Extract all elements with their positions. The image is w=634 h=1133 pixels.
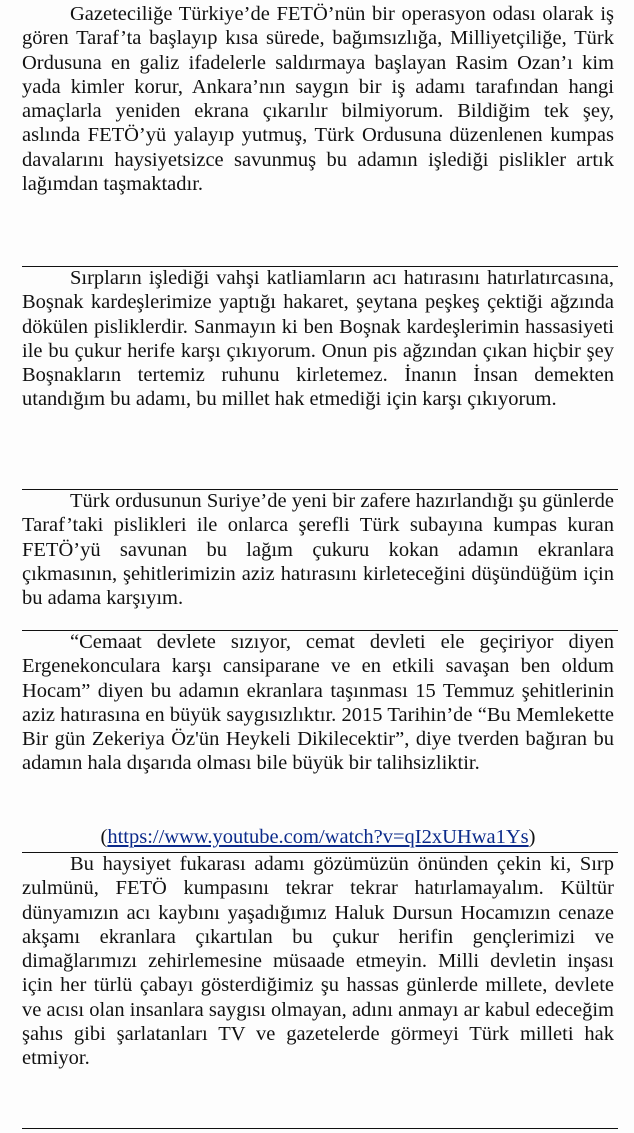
paragraph-haysiyet: Bu haysiyet fukarası adamı gözümüzün önünden çekin ki, Sırp zulmünü, FETÖ kumpasını tekrar tekrar hatırlamayalım. Kültür dünyamızın acı kaybını yaşadığımız Haluk Dursun Hocamızın cenaze akşamı ekranlara çıkartılan bu çukur herifin gençlerimizi ve dimağlarımızı zehirlemesine müsaade etmeyin. Milli devletin inşası için her türlü çabayı gösterdiğimiz şu hassas günlerde millete, devlete ve acısı olan insanlara saygısı olmayan, adını anmayı ar kabul edeceğim şahıs gibi şarlatanları TV ve gazetelerde görmeyi Türk milleti hak etmiyor. (22, 853, 614, 1070)
paragraph-cemaat: “Cemaat devlete sızıyor, cemat devleti ele geçiriyor diyen Ergenekonculara karşı cansiparane ve en etkili savaşan ben oldum Hocam” diyen bu adamın ekranlara taşınması 15 Temmuz şehitlerinin aziz hatırasına en büyük saygısızlıktır. 2015 Tarihin’de “Bu Memlekette Bir gün Zekeriya Öz'ün Heykeli Dikilecektir”, diye tverden bağıran bu adamın hala dışarıda olması bile büyük bir talihsizliktir. (22, 631, 614, 775)
youtube-link[interactable]: https://www.youtube.com/watch?v=qI2xUHwa1Ys (107, 826, 529, 848)
divider-line (22, 1128, 618, 1129)
link-open-paren: ( (100, 826, 108, 848)
paragraph-taraf: Gazeteciliğe Türkiye’de FETÖ’nün bir operasyon odası olarak iş gören Taraf’ta başlayıp kısa sürede, bağımsızlığa, Milliyetçiliğe, Türk Ordusuna en galiz ifadelerle saldırmaya başlayan Rasim Ozan’ı kim yada kimler korur, Ankara’nın saygın bir iş adamı tarafından hangi amaçlarla yeniden ekrana çıkarılır bilmiyorum. Bildiğim tek şey, aslında FETÖ’yü yalayıp yutmuş, Türk Ordusuna düzenlenen kumpas davalarını haysiyetsizce savunmuş bu adamın işlediği pislikler artık lağımdan taşmaktadır. (22, 3, 614, 196)
paragraph-bosnak: Sırpların işlediği vahşi katliamların acı hatırasını hatırlatırcasına, Boşnak kardeşlerimize yaptığı hakaret, şeytana peşkeş çektiği ağzında dökülen pisliklerdir. Sanmayın ki ben Boşnak kardeşlerimin hassasiyeti ile bu çukur herife karşı çıkıyorum. Onun pis ağzından çıkan hiçbir şey Boşnakların tertemiz ruhunu kirletemez. İnanın İnsan demekten utandığım bu adamı, bu millet hak etmediği için karşı çıkıyorum. (22, 267, 614, 411)
link-close-paren: ) (528, 826, 536, 848)
paragraph-suriye: Türk ordusunun Suriye’de yeni bir zafere hazırlandığı şu günlerde Taraf’taki pislikleri ile onlarca şerefli Türk subayına kumpas kuran FETÖ’yü savunan bu lağım çukuru kokan adamın ekranlara çıkmasının, şehitlerimizin aziz hatırasını kirleteceğini düşündüğüm için bu adama karşıyım. (22, 490, 614, 610)
source-link-line (22, 825, 614, 849)
